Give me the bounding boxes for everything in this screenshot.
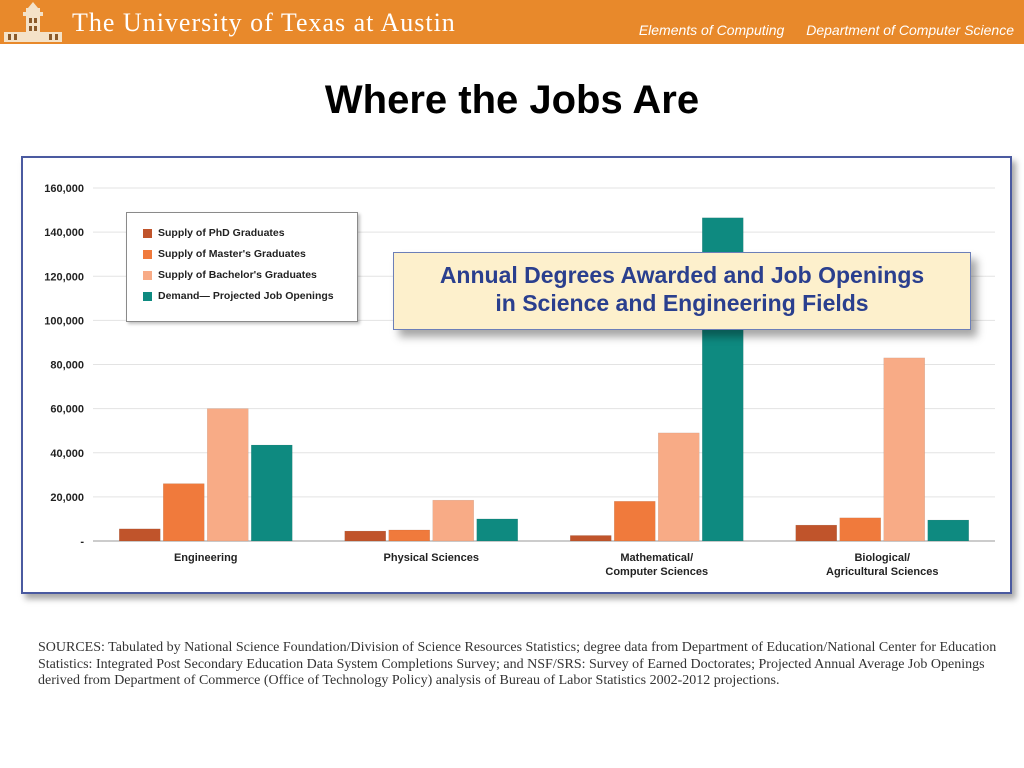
ut-tower-logo bbox=[2, 2, 64, 42]
chart-title-line-2: in Science and Engineering Fields bbox=[495, 290, 869, 316]
chart-frame bbox=[21, 156, 1012, 594]
legend-swatch-bachelors bbox=[143, 271, 152, 280]
y-tick-label: - bbox=[80, 536, 84, 548]
bar bbox=[345, 531, 386, 541]
legend-label-masters: Supply of Master's Graduates bbox=[158, 248, 306, 260]
bar bbox=[477, 519, 518, 541]
chart-legend bbox=[126, 212, 358, 322]
legend-label-bachelors: Supply of Bachelor's Graduates bbox=[158, 269, 317, 281]
legend-swatch-masters bbox=[143, 250, 152, 259]
bar bbox=[163, 484, 204, 541]
legend-label-demand: Demand— Projected Job Openings bbox=[158, 290, 334, 302]
slide-title: Where the Jobs Are bbox=[324, 78, 700, 122]
x-category-label: Agricultural Sciences bbox=[826, 566, 939, 578]
department-name: Department of Computer Science bbox=[806, 22, 1014, 38]
bar bbox=[614, 501, 655, 541]
x-category-label: Physical Sciences bbox=[383, 552, 479, 564]
y-tick-label: 140,000 bbox=[44, 227, 84, 240]
legend-swatch-demand bbox=[143, 292, 152, 301]
bar bbox=[119, 529, 160, 541]
bar bbox=[840, 518, 881, 541]
bar bbox=[796, 525, 837, 541]
header-banner bbox=[0, 0, 1024, 44]
chart-title-line-1: Annual Degrees Awarded and Job Openings bbox=[439, 262, 925, 288]
university-name: The University of Texas at Austin bbox=[72, 8, 456, 37]
legend-item-bachelors bbox=[143, 267, 317, 283]
y-tick-label: 80,000 bbox=[50, 359, 84, 372]
legend-item-masters bbox=[143, 246, 306, 262]
x-category-label: Mathematical/ bbox=[620, 552, 694, 564]
y-tick-label: 20,000 bbox=[50, 491, 84, 504]
legend-swatch-phd bbox=[143, 229, 152, 238]
bar bbox=[251, 445, 292, 541]
bar bbox=[658, 433, 699, 541]
x-category-label: Biological/ bbox=[854, 552, 911, 564]
x-category-label: Engineering bbox=[173, 552, 238, 564]
legend-item-demand bbox=[143, 288, 334, 304]
bar bbox=[570, 535, 611, 541]
y-tick-label: 160,000 bbox=[44, 183, 84, 195]
bar bbox=[433, 500, 474, 541]
y-tick-label: 120,000 bbox=[44, 271, 84, 284]
legend-item-phd bbox=[143, 225, 285, 241]
bar bbox=[928, 520, 969, 541]
bar bbox=[884, 358, 925, 541]
bar bbox=[389, 530, 430, 541]
legend-label-phd: Supply of PhD Graduates bbox=[158, 227, 285, 239]
y-tick-label: 60,000 bbox=[50, 403, 84, 416]
chart-title-box bbox=[393, 252, 971, 330]
course-name: Elements of Computing bbox=[638, 22, 785, 38]
y-tick-label: 40,000 bbox=[50, 447, 84, 460]
sources-note: SOURCES: Tabulated by National Science Foundation/Division of Science Resources Statistics; degree data from Department of Education/National Center for Education Statistics: Integrated Post Secondary Education Data System Completions Survey; and NSF/SRS: Survey of Earned Doctorates; Projected Annual Average Job Openings derived from Department of Commerce (Office of Technology Policy) analysis of Bureau of Labor Statistics 2002-2012 projections. bbox=[38, 640, 997, 688]
y-tick-label: 100,000 bbox=[44, 315, 84, 328]
x-category-label: Computer Sciences bbox=[605, 566, 709, 578]
bar bbox=[207, 409, 248, 541]
